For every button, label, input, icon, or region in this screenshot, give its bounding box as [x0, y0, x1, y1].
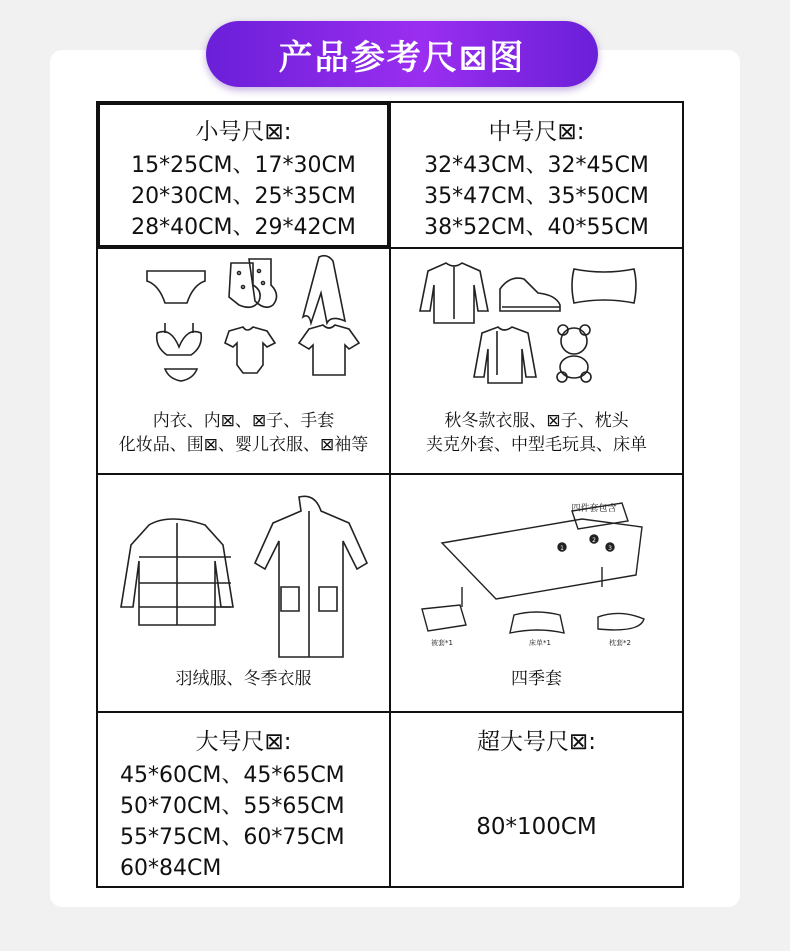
winter-caption: 羽绒服、冬季衣服 — [175, 669, 312, 689]
medium-size-title: 中号尺⊠: — [488, 119, 585, 145]
pillow-icon — [572, 269, 636, 303]
bed-icon — [442, 519, 642, 599]
pillowcase-icon — [598, 613, 644, 629]
sneaker-icon — [500, 278, 560, 311]
bedding-label: 床单*1 — [528, 639, 551, 647]
xlarge-size-value: 80*100CM — [476, 814, 597, 840]
small-size-title: 小号尺⊠: — [195, 119, 292, 145]
medium-size-cell — [390, 102, 683, 248]
large-size-cell — [97, 712, 390, 887]
teddy-bear-icon — [557, 325, 591, 382]
onesie-icon — [225, 327, 275, 373]
medium-size-row: 32*43CM、32*45CM — [424, 153, 649, 178]
tshirt-icon — [299, 325, 359, 375]
underwear-icon — [147, 271, 205, 303]
jacket-icon — [474, 327, 536, 383]
medium-size-row: 38*52CM、40*55CM — [424, 215, 649, 240]
marker-label: 3 — [607, 545, 612, 552]
medium-items-illustration — [402, 249, 672, 409]
large-size-row: 55*75CM、60*75CM — [120, 825, 345, 850]
small-items-illustration — [109, 249, 379, 409]
shirt-icon — [420, 263, 488, 323]
medium-items-line: 秋冬款衣服、⊠子、枕头 — [444, 411, 629, 431]
medium-items-line: 夹克外套、中型毛玩具、床单 — [426, 435, 647, 455]
scarf-icon — [303, 256, 345, 323]
medium-items-cell — [390, 248, 683, 474]
page-title: 产品参考尺⊠图 — [278, 37, 526, 78]
winter-cell — [97, 474, 390, 712]
long-coat-icon — [255, 496, 367, 657]
bedding-label: 枕套*2 — [608, 639, 631, 647]
marker-label: 1 — [559, 545, 564, 552]
medium-size-row: 35*47CM、35*50CM — [424, 184, 649, 209]
bedding-label: 被套*1 — [430, 639, 453, 647]
marker-label: 2 — [591, 537, 596, 544]
bra-icon — [156, 323, 201, 381]
sheet-icon — [510, 612, 564, 633]
xlarge-size-title: 超大号尺⊠: — [476, 729, 597, 755]
winter-clothes-illustration — [109, 487, 379, 667]
large-size-row: 45*60CM、45*65CM — [120, 763, 345, 788]
xlarge-size-cell — [390, 712, 683, 887]
small-items-cell — [97, 248, 390, 474]
bedding-cell — [390, 474, 683, 712]
down-jacket-icon — [121, 519, 233, 625]
socks-icon — [229, 259, 277, 307]
large-size-row: 50*70CM、55*65CM — [120, 794, 345, 819]
small-size-cell — [97, 102, 390, 248]
small-size-row: 20*30CM、25*35CM — [131, 184, 356, 209]
small-size-row: 28*40CM、29*42CM — [131, 215, 356, 240]
size-chart-table — [96, 101, 684, 888]
small-items-line: 内衣、内⊠、⊠子、手套 — [152, 411, 335, 431]
large-size-row: 60*84CM — [120, 856, 222, 881]
small-items-line: 化妆品、围⊠、婴儿衣服、⊠袖等 — [118, 435, 369, 455]
bedding-caption: 四季套 — [511, 669, 562, 689]
small-size-row: 15*25CM、17*30CM — [131, 153, 356, 178]
folded-duvet-icon — [422, 605, 466, 631]
page-title-banner — [206, 21, 598, 87]
bedding-tag: 四件套包含 — [570, 504, 617, 514]
bedding-illustration — [402, 487, 672, 667]
large-size-title: 大号尺⊠: — [195, 729, 292, 755]
